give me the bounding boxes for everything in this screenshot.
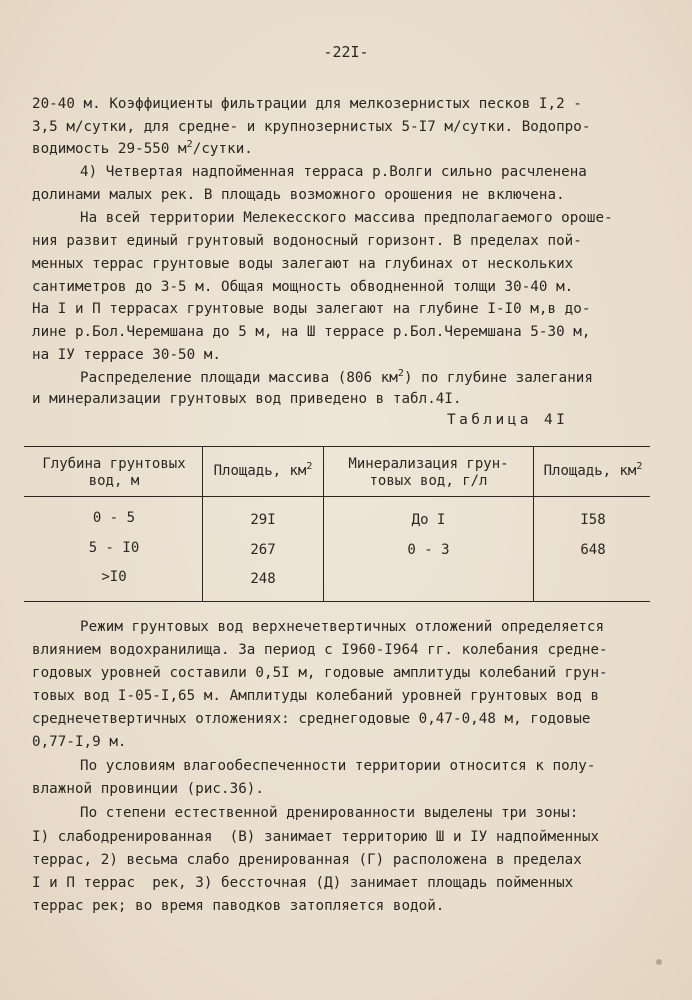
- table-cell: 648: [580, 542, 606, 558]
- text-line: влажной провинции (рис.36).: [32, 781, 264, 797]
- text-line: террас рек; во время паводков затопляется водой.: [32, 898, 445, 914]
- text-line: на IУ террасе 30-50 м.: [32, 347, 222, 363]
- text-line: ния развит единый грунтовый водоносный горизонт. В пределах пой-: [32, 233, 582, 249]
- text-line: долинами малых рек. В площадь возможного орошения не включена.: [32, 187, 565, 203]
- table-cell: 5 - I0: [88, 540, 140, 556]
- text-line: менных террас грунтовые воды залегают на глубинах от нескольких: [32, 256, 574, 272]
- text-line: Режим грунтовых вод верхнечетвертичных отложений определяется: [80, 619, 605, 635]
- text-line: годовых уровней составили 0,5I м, годовые амплитуды колебаний грун-: [32, 665, 608, 681]
- text-line: лине р.Бол.Черемшана до 5 м, на Ш террасе р.Бол.Черемшана 5-30 м,: [32, 324, 591, 340]
- table-header-area: Площадь, $км^2$: [213, 461, 313, 479]
- table-header-rule: [24, 496, 650, 497]
- table-cell: I58: [580, 512, 606, 528]
- text-line: 20-40 м. Коэффициенты фильтрации для мелкозернистых песков I,2 -: [32, 96, 582, 112]
- table-title: Таблица 4I: [447, 412, 569, 428]
- table-header-area: Площадь, $км^2$: [543, 461, 643, 479]
- text-line: товых вод I-05-I,65 м. Амплитуды колебаний уровней грунтовых вод в: [32, 688, 600, 704]
- table-header-depth: Глубина грунтовых вод, м: [42, 456, 186, 489]
- text-line: 0,77-I,9 м.: [32, 734, 127, 750]
- table-header-mineralization: Минерализация грун- товых вод, г/л: [348, 456, 509, 489]
- ink-spot: [656, 959, 662, 965]
- text-line: 3,5 м/сутки, для средне- и крупнозернистых 5-I7 м/сутки. Водопро-: [32, 119, 591, 135]
- table-cell: 0 - 3: [407, 542, 450, 558]
- text-line: Распределение площади массива (806 $км^2$) по глубине залегания: [80, 368, 593, 386]
- text-line: среднечетвертичных отложениях: среднегодовые 0,47-0,48 м, годовые: [32, 711, 591, 727]
- table-cell: До I: [411, 512, 446, 528]
- text-line: и минерализации грунтовых вод приведено в табл.4I.: [32, 391, 462, 407]
- table-cell: >I0: [101, 569, 127, 585]
- text-line: влиянием водохранилища. За период с I960-I964 гг. колебания средне-: [32, 642, 608, 658]
- text-line: На I и П террасах грунтовые воды залегают на глубине I-I0 м,в до-: [32, 301, 591, 317]
- table-cell: 29I: [250, 512, 276, 528]
- table-cell: 248: [250, 571, 276, 587]
- text-line: По условиям влагообеспеченности территории относится к полу-: [80, 758, 596, 774]
- text-line: На всей территории Мелекесского массива предполагаемого ороше-: [80, 210, 613, 226]
- text-line: 4) Четвертая надпойменная терраса р.Волги сильно расчленена: [80, 164, 587, 180]
- table-border-top: [24, 446, 650, 447]
- text-line: водимость 29-550 $м^2$/сутки.: [32, 139, 253, 157]
- text-line: террас, 2) весьма слабо дренированная (Г) расположена в пределах: [32, 852, 582, 868]
- text-line: I) слабодренированная (В) занимает территорию Ш и IУ надпойменных: [32, 829, 600, 845]
- text-line: сантиметров до 3-5 м. Общая мощность обводненной толщи 30-40 м.: [32, 279, 574, 295]
- table-cell: 267: [250, 542, 276, 558]
- page-number: -22I-: [323, 43, 369, 61]
- text-line: По степени естественной дренированности выделены три зоны:: [80, 805, 579, 821]
- table-border-bottom: [24, 601, 650, 602]
- table-cell: 0 - 5: [92, 510, 136, 526]
- text-line: I и П террас рек, 3) бессточная (Д) занимает площадь пойменных: [32, 875, 574, 891]
